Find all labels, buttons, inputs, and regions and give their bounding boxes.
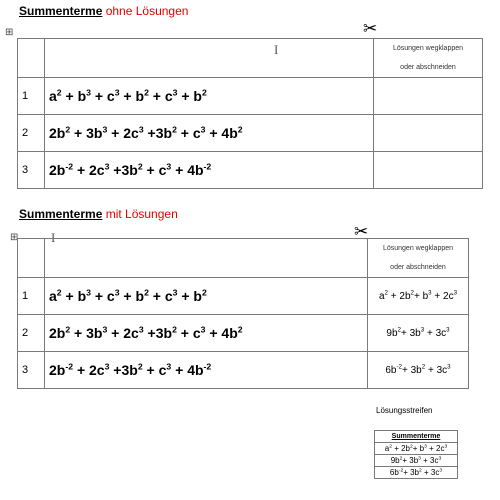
worksheet-table-1 bbox=[17, 38, 483, 189]
editable-cell[interactable] bbox=[45, 39, 374, 78]
term-expression[interactable]: $2b^{-2} + 2c^3 +3b^2 + c^3 + 4b^{-2}$ bbox=[45, 352, 368, 389]
row-number: 1 bbox=[18, 278, 45, 315]
strip-header-row bbox=[375, 431, 458, 443]
strip-header: Summenterme bbox=[375, 431, 458, 443]
solution-strip-label: Lösungsstreifen bbox=[376, 406, 433, 415]
worksheet-table-2 bbox=[17, 238, 469, 389]
term-expression[interactable]: $a^2 + b^3 + c^3 + b^2 + c^3 + b^2$ bbox=[45, 278, 368, 315]
term-expression[interactable]: $2b^{-2} + 2c^3 +3b^2 + c^3 + 4b^{-2}$ bbox=[45, 152, 374, 189]
term-expression[interactable]: $2b^2 + 3b^3 + 2c^3 +3b^2 + c^3 + 4b^2$ bbox=[45, 315, 368, 352]
solution-header-cell bbox=[374, 39, 483, 78]
table-row bbox=[18, 278, 469, 315]
text-cursor-icon: I bbox=[274, 42, 279, 57]
row-number: 3 bbox=[18, 152, 45, 189]
scissors-icon: ✂ bbox=[354, 222, 369, 241]
row-number: 2 bbox=[18, 315, 45, 352]
strip-solution: $9b^2+ 3b^3 + 3c^3$ bbox=[375, 455, 458, 467]
solution-strip bbox=[374, 430, 458, 479]
table-row bbox=[18, 115, 483, 152]
term-expression[interactable]: $a^2 + b^3 + c^3 + b^2 + c^3 + b^2$ bbox=[45, 78, 374, 115]
header-row bbox=[18, 39, 483, 78]
table-move-handle-icon[interactable]: ⊞ bbox=[10, 232, 19, 243]
header-row bbox=[18, 239, 469, 278]
section2-title: Summenterme mit Lösungen bbox=[19, 207, 178, 221]
solution-cell: $9b^2+ 3b^3 + 3c^3$ bbox=[368, 315, 469, 352]
strip-solution: $6b^{-2}+ 3b^2 + 3c^3$ bbox=[375, 467, 458, 479]
fold-note-line2: oder abschneiden bbox=[400, 64, 456, 71]
fold-note-line1: Lösungen wegklappen bbox=[392, 45, 464, 52]
list-item bbox=[375, 443, 458, 455]
solution-header-cell bbox=[368, 239, 469, 278]
scissors-icon: ✂ bbox=[363, 19, 378, 38]
list-item bbox=[375, 467, 458, 479]
row-number: 1 bbox=[18, 78, 45, 115]
table-row bbox=[18, 315, 469, 352]
strip-solution: $a^2 + 2b^2+ b^3 + 2c^3$ bbox=[375, 443, 458, 455]
section1-title: Summenterme ohne Lösungen bbox=[19, 4, 189, 18]
solution-cell bbox=[374, 152, 483, 189]
table-row bbox=[18, 152, 483, 189]
table-row bbox=[18, 352, 469, 389]
solution-cell bbox=[374, 78, 483, 115]
solution-cell: $a^2 + 2b^2+ b^3 + 2c^3$ bbox=[368, 278, 469, 315]
solution-cell bbox=[374, 115, 483, 152]
row-number: 3 bbox=[18, 352, 45, 389]
table-move-handle-icon[interactable]: ⊞ bbox=[5, 27, 14, 38]
fold-note-line1: Lösungen wegklappen bbox=[382, 245, 454, 252]
fold-note-line2: oder abschneiden bbox=[390, 264, 446, 271]
term-expression[interactable]: $2b^2 + 3b^3 + 2c^3 +3b^2 + c^3 + 4b^2$ bbox=[45, 115, 374, 152]
row-number: 2 bbox=[18, 115, 45, 152]
solution-cell: $6b^{-2}+ 3b^2 + 3c^3$ bbox=[368, 352, 469, 389]
list-item bbox=[375, 455, 458, 467]
editable-cell[interactable] bbox=[45, 239, 368, 278]
text-cursor-icon: I bbox=[51, 230, 56, 245]
table-row bbox=[18, 78, 483, 115]
